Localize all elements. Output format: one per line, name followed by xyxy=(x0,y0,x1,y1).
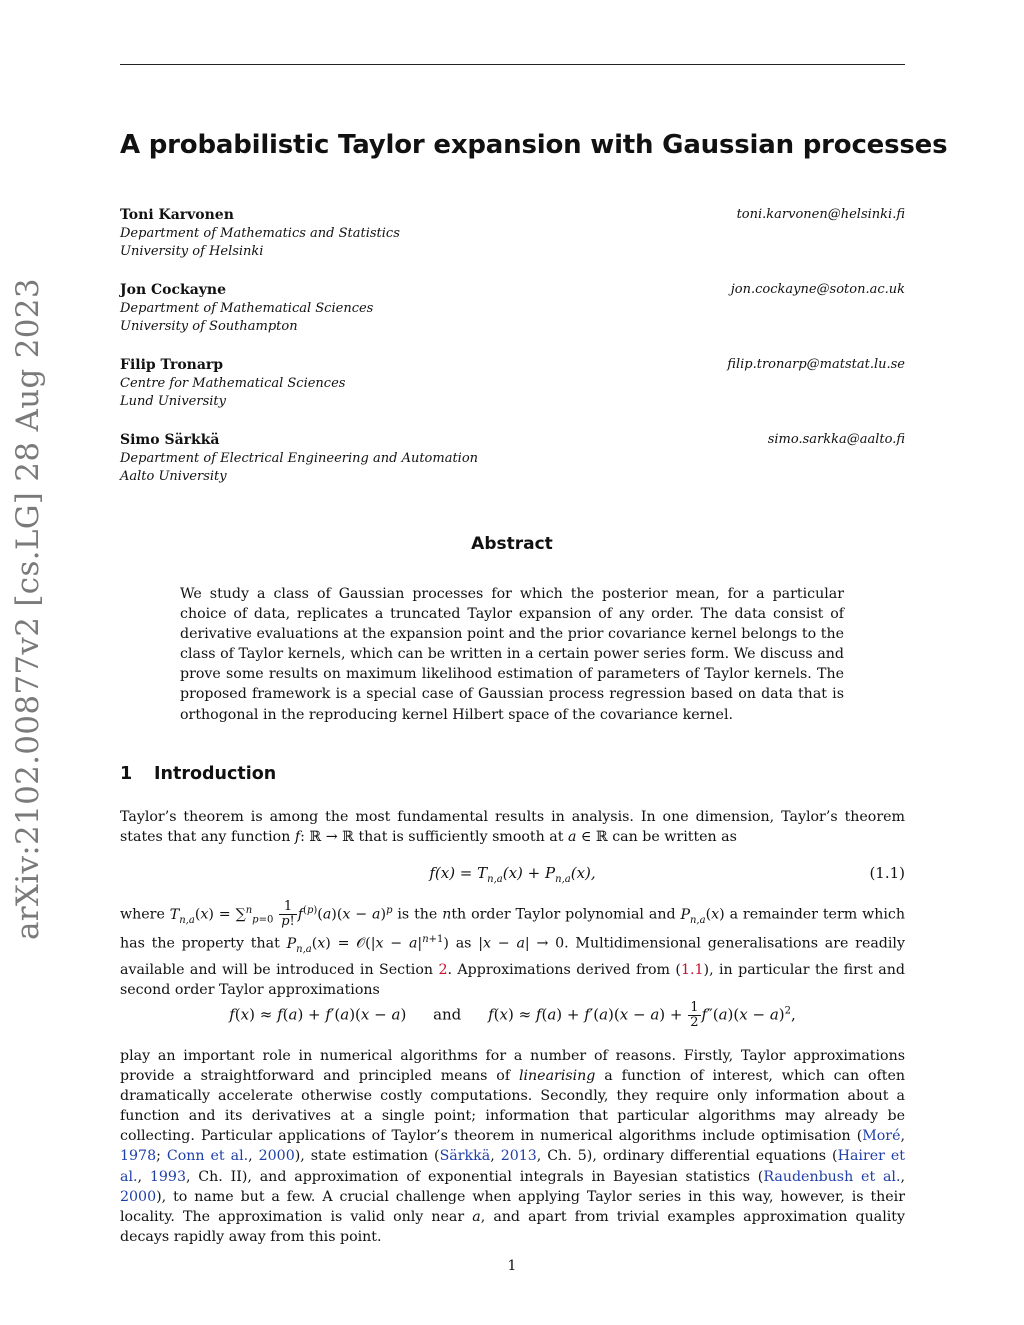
author-block xyxy=(120,356,905,412)
section-number: 1 xyxy=(120,764,133,784)
equation-1-1: $f(x) = T_{n,a}(x) + P_{n,a}(x)$, (1.1) xyxy=(429,864,905,885)
author-email[interactable]: simo.sarkka@aalto.fi xyxy=(767,432,905,447)
author-university: University of Helsinki xyxy=(120,244,264,259)
paper-title: A probabilistic Taylor expansion with Gaussian processes xyxy=(120,130,948,160)
abstract-text: We study a class of Gaussian processes for which the posterior mean, for a particular choice of data, replicates a truncated Taylor expansion of any order. The data consist of derivative evaluations at the expansion point and the prior covariance kernel belongs to the class of Taylor kernels, which can be written in a certain power series form. We discuss and prove some results on maximum likelihood estimation of parameters of Taylor kernels. The proposed framework is a special case of Gaussian process regression based on data that is orthogonal in the reproducing kernel Hilbert space of the covariance kernel. xyxy=(180,586,844,723)
author-name: Simo Särkkä xyxy=(120,432,220,448)
equation-link[interactable]: 1.1 xyxy=(680,962,704,979)
author-department: Department of Mathematical Sciences xyxy=(120,300,374,316)
author-block xyxy=(120,431,905,487)
author-email[interactable]: toni.karvonen@helsinki.fi xyxy=(736,207,905,222)
author-block xyxy=(120,206,905,262)
equation-number: (1.1) xyxy=(869,864,905,882)
citation-conn[interactable]: Conn et al. xyxy=(166,1148,249,1165)
author-department: Department of Mathematics and Statistics xyxy=(120,225,400,241)
author-department: Centre for Mathematical Sciences xyxy=(120,375,346,391)
intro-paragraph-3: play an important role in numerical algorithms for a number of reasons. Firstly, Taylor approximations provide a straightforward and principled means of linearising a function of interest, which can often dramatically accelerate otherwise costly computations. Secondly, they require only information about a function and its derivatives at a single point; information that particular algorithms may already be collecting. Particular applications of Taylor’s theorem in numerical algorithms include optimisation (Moré, 1978; Conn et al., 2000), state estimation (Särkkä, 2013, Ch. 5), ordinary differential equations (Hairer et al., 1993, Ch. II), and approximation of exponential integrals in Bayesian statistics (Raudenbush et al., 2000), to name but a few. A crucial challenge when applying Taylor series in this way, however, is their locality. The approximation is valid only near a, and apart from trivial examples approximation quality decays rapidly away from this point. xyxy=(120,1048,905,1245)
top-rule xyxy=(120,64,905,65)
author-university: University of Southampton xyxy=(120,319,298,334)
arxiv-stamp: arXiv:2102.00877v2 [cs.LG] 28 Aug 2023 xyxy=(10,278,46,940)
citation-conn-year[interactable]: 2000 xyxy=(258,1148,295,1165)
author-name: Jon Cockayne xyxy=(120,282,227,298)
author-department: Department of Electrical Engineering and Automation xyxy=(120,450,479,466)
citation-hairer-year[interactable]: 1993 xyxy=(149,1168,186,1185)
author-university: Aalto University xyxy=(120,469,227,484)
intro-paragraph-1: Taylor’s theorem is among the most fundamental results in analysis. In one dimension, Taylor’s theorem states that any function f: ℝ → ℝ that is sufficiently smooth at a ∈ ℝ can be written as xyxy=(120,809,905,846)
author-name: Filip Tronarp xyxy=(120,357,224,373)
citation-sarkka-year[interactable]: 2013 xyxy=(500,1148,537,1165)
author-email[interactable]: filip.tronarp@matstat.lu.se xyxy=(727,357,905,372)
taylor-approximations-equation: f(x) ≈ f(a) + f′(a)(x − a) and f(x) ≈ f(a) + f′(a)(x − a) + $\frac{1}{2}$ $f''(a)(x - a)^2$, xyxy=(229,1000,796,1030)
citation-sarkka[interactable]: Särkkä xyxy=(439,1148,491,1165)
emphasis-linearising: linearising xyxy=(518,1068,596,1085)
citation-more-year[interactable]: 1978 xyxy=(120,1148,157,1165)
author-email[interactable]: jon.cockayne@soton.ac.uk xyxy=(730,282,905,297)
citation-raudenbush-year[interactable]: 2000 xyxy=(120,1188,157,1205)
citation-raudenbush[interactable]: Raudenbush et al. xyxy=(763,1168,901,1185)
page-number: 1 xyxy=(507,1258,517,1274)
section-link[interactable]: 2 xyxy=(438,962,448,979)
and-word: and xyxy=(433,1005,462,1024)
abstract-heading: Abstract xyxy=(471,534,553,554)
intro-paragraph-2: where $T_{n,a}(x) = \sum^n_{p=0}$ $\frac{1}{p!}$ $f^{(p)}(a)(x - a)^p$ is the nth order Taylor polynomial and $P_{n,a}(x)$ a remainder term which has the property that $P_{n,a}(x)$ = 𝒪(|x − $a|^{n+1}$) as |x − a| → 0. Multidimensional generalisations are readily available and will be introduced in Section 2. Approximations derived from (1.1), in particular the first and second order Taylor approximations xyxy=(120,899,905,999)
author-university: Lund University xyxy=(120,394,226,409)
citation-hairer[interactable]: Hairer et al. xyxy=(120,1148,905,1185)
citation-more[interactable]: Moré xyxy=(862,1128,901,1145)
section-title: Introduction xyxy=(154,764,277,784)
author-name: Toni Karvonen xyxy=(120,207,234,223)
section-heading xyxy=(120,764,276,784)
author-block xyxy=(120,281,905,337)
